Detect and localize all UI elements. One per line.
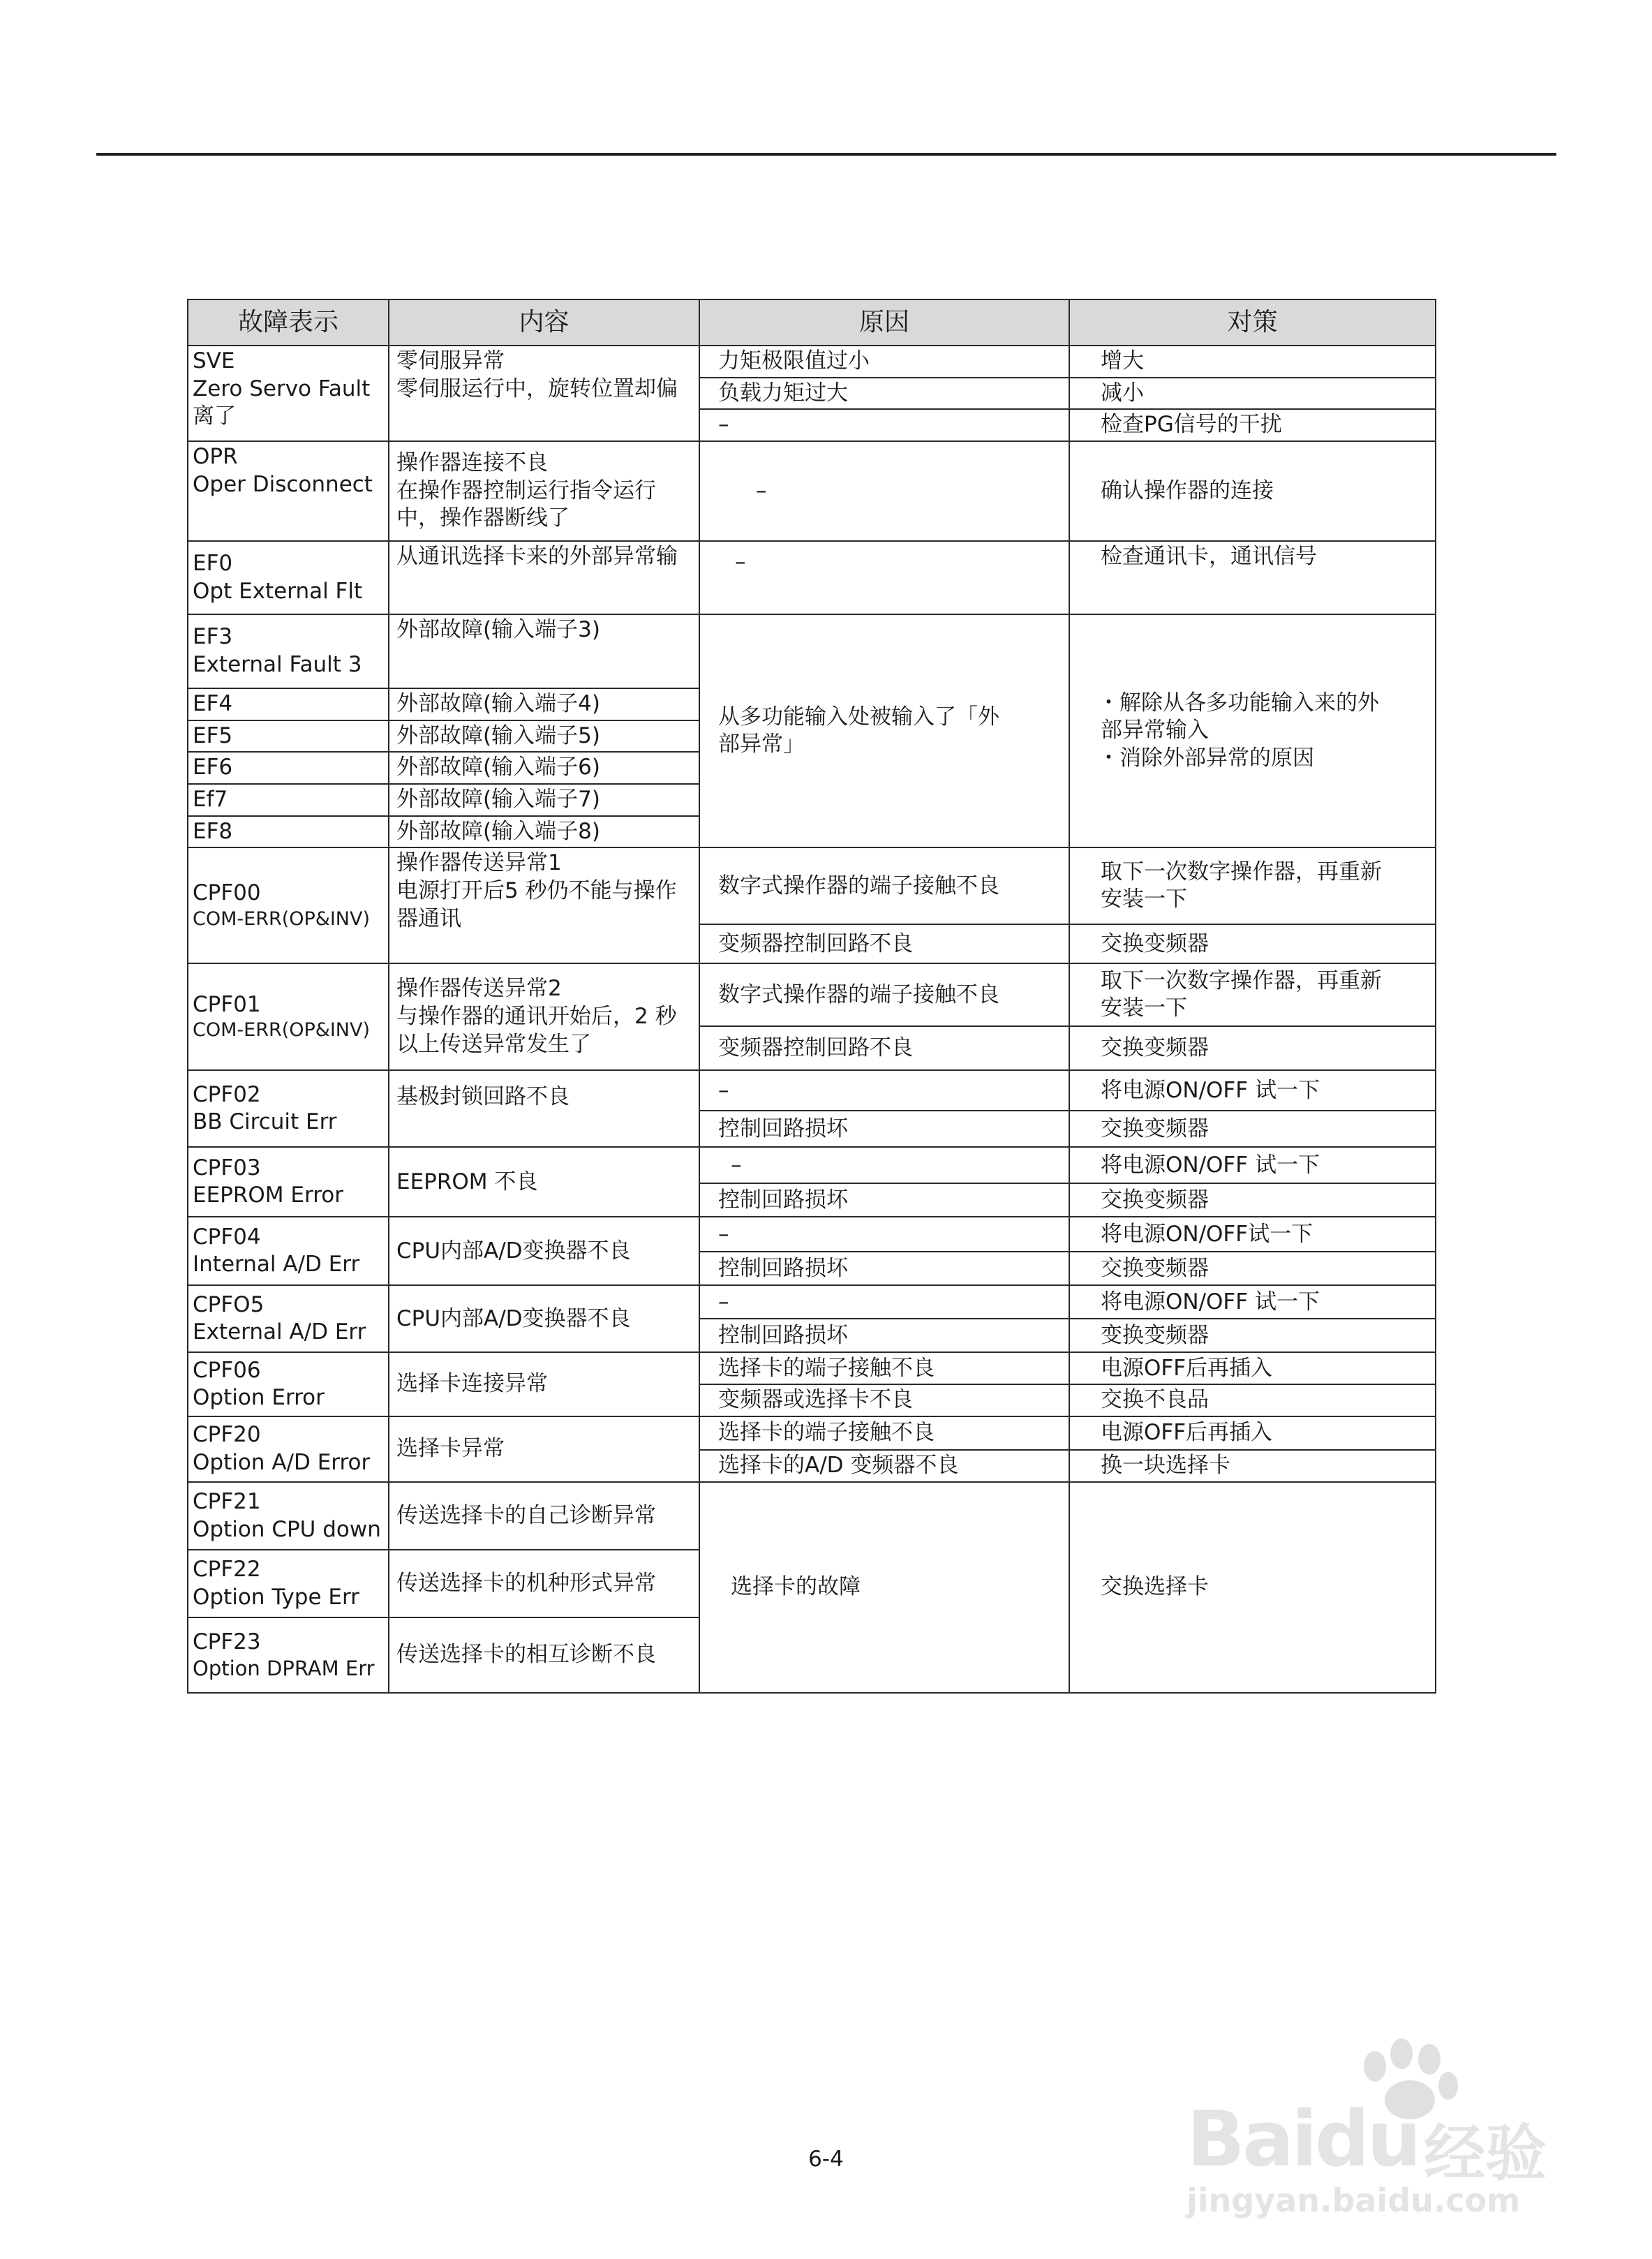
- fault-cause: 控制回路损坏: [699, 1319, 1069, 1352]
- fault-cause: –: [699, 1147, 1069, 1183]
- fault-code-en: Oper Disconnect: [193, 471, 373, 497]
- fault-content: 传送选择卡的机种形式异常: [389, 1550, 699, 1617]
- table-row: [188, 963, 1436, 1026]
- fault-content: 选择卡连接异常: [389, 1352, 699, 1416]
- fault-cause: [699, 614, 1069, 847]
- fault-cause: –: [699, 1217, 1069, 1252]
- table-row: [188, 1352, 1436, 1384]
- table-row: [188, 1217, 1436, 1252]
- fault-code-cell: [188, 1217, 389, 1285]
- fault-cause: –: [699, 541, 1069, 614]
- fault-measure: 将电源ON/OFF 试一下: [1069, 1070, 1436, 1111]
- fault-cause: 力矩极限值过小: [699, 346, 1069, 378]
- fault-measure: 变换变频器: [1069, 1319, 1436, 1352]
- fault-content: 外部故障(输入端子8): [389, 816, 699, 848]
- fault-cause: –: [699, 409, 1069, 441]
- col-header-code: 故障表示: [188, 299, 389, 346]
- fault-code: CPF22: [193, 1556, 261, 1582]
- fault-measure: 确认操作器的连接: [1069, 441, 1436, 541]
- table-row: [188, 1070, 1436, 1111]
- watermark-url: jingyan.baidu.com: [1186, 2182, 1521, 2219]
- fault-code-en: Option Type Err: [193, 1584, 359, 1610]
- fault-content: CPU内部A/D变换器不良: [389, 1285, 699, 1352]
- fault-content: 外部故障(输入端子6): [389, 752, 699, 784]
- fault-code-en: External A/D Err: [193, 1319, 366, 1345]
- fault-measure: 交换变频器: [1069, 1252, 1436, 1285]
- fault-code: CPF04: [193, 1224, 261, 1250]
- fault-code-en: Internal A/D Err: [193, 1252, 360, 1277]
- table-row: [188, 614, 1436, 688]
- fault-code: EF5: [188, 720, 389, 753]
- fault-code-cell: [188, 1070, 389, 1147]
- content-line: 与操作器的通讯开始后，2 秒: [396, 1004, 677, 1030]
- fault-measure: [1069, 847, 1436, 924]
- header-rule: [96, 153, 1556, 156]
- fault-measure: 交换变频器: [1069, 1111, 1436, 1147]
- fault-code-en: BB Circuit Err: [193, 1109, 337, 1135]
- fault-cause: 数字式操作器的端子接触不良: [699, 847, 1069, 924]
- fault-measure: 交换选择卡: [1069, 1482, 1436, 1693]
- measure-line: ・消除外部异常的原因: [1098, 746, 1314, 771]
- fault-code: CPF06: [193, 1357, 261, 1383]
- fault-content: [389, 963, 699, 1070]
- fault-code-cell: [188, 1352, 389, 1416]
- table-row: [188, 1147, 1436, 1183]
- content-line: 操作器传送异常1: [396, 850, 562, 876]
- fault-content: 外部故障(输入端子4): [389, 688, 699, 720]
- page-number: 6-4: [808, 2147, 844, 2172]
- fault-code-cell: [188, 1285, 389, 1352]
- fault-code: CPF23: [193, 1629, 261, 1654]
- fault-content: EEPROM 不良: [389, 1147, 699, 1217]
- fault-code-cell: [188, 1550, 389, 1617]
- content-line: 以上传送异常发生了: [396, 1031, 591, 1057]
- measure-line: 安装一下: [1101, 995, 1187, 1021]
- fault-code-en: COM-ERR(OP&INV): [193, 1019, 371, 1042]
- fault-code: CPF20: [193, 1422, 261, 1448]
- fault-cause: 选择卡的端子接触不良: [699, 1416, 1069, 1450]
- table-row: [188, 1416, 1436, 1450]
- fault-measure: 将电源ON/OFF 试一下: [1069, 1147, 1436, 1183]
- fault-measure: 检查通讯卡，通讯信号: [1069, 541, 1436, 614]
- fault-code: OPR: [193, 444, 238, 470]
- fault-cause: 选择卡的A/D 变频器不良: [699, 1450, 1069, 1482]
- content-line: 操作器连接不良: [396, 450, 548, 475]
- fault-measure: 换一块选择卡: [1069, 1450, 1436, 1482]
- fault-content: 外部故障(输入端子5): [389, 720, 699, 753]
- fault-cause: 变频器控制回路不良: [699, 924, 1069, 963]
- cause-line: 部异常」: [718, 732, 805, 757]
- measure-line: 取下一次数字操作器，再重新: [1101, 859, 1382, 884]
- fault-code: CPF03: [193, 1155, 261, 1180]
- fault-cause: 控制回路损坏: [699, 1111, 1069, 1147]
- watermark-brand: Baidu: [1186, 2094, 1419, 2184]
- content-line: 零伺服运行中，旋转位置却偏: [396, 376, 678, 401]
- measure-line: 安装一下: [1101, 887, 1187, 912]
- fault-cause: –: [699, 1070, 1069, 1111]
- fault-cause: 控制回路损坏: [699, 1252, 1069, 1285]
- fault-measure: 交换变频器: [1069, 1026, 1436, 1070]
- fault-code-en: Opt External Flt: [193, 578, 363, 604]
- table-row: [188, 346, 1436, 378]
- content-line: 零伺服异常: [396, 348, 505, 373]
- baidu-jingyan-watermark: [1173, 2038, 1563, 2219]
- table-row: [188, 1285, 1436, 1319]
- fault-content: [389, 847, 699, 963]
- fault-code-cell: [188, 441, 389, 541]
- fault-measure: 检查PG信号的干扰: [1069, 409, 1436, 441]
- fault-content: CPU内部A/D变换器不良: [389, 1217, 699, 1285]
- fault-code: SVE: [193, 348, 235, 373]
- content-line: 器通讯: [396, 905, 461, 931]
- fault-cause: 控制回路损坏: [699, 1183, 1069, 1217]
- fault-code-en: Option Error: [193, 1385, 325, 1411]
- col-header-content: 内容: [389, 299, 699, 346]
- fault-cause: 变频器或选择卡不良: [699, 1384, 1069, 1416]
- fault-code-cell: [188, 614, 389, 688]
- content-line: 操作器传送异常2: [396, 976, 562, 1002]
- fault-code-en: COM-ERR(OP&INV): [193, 908, 371, 930]
- fault-measure: 将电源ON/OFF试一下: [1069, 1217, 1436, 1252]
- fault-code-en: EEPROM Error: [193, 1183, 343, 1208]
- fault-code-en: Option A/D Error: [193, 1450, 371, 1476]
- fault-content: [389, 441, 699, 541]
- fault-measure: 电源OFF后再插入: [1069, 1352, 1436, 1384]
- fault-code-cell: [188, 346, 389, 441]
- fault-content: [389, 346, 699, 441]
- col-header-measure: 对策: [1069, 299, 1436, 346]
- fault-code-suffix: 离了: [193, 403, 236, 429]
- fault-measure: [1069, 614, 1436, 847]
- fault-cause: 负载力矩过大: [699, 378, 1069, 410]
- fault-code: EF8: [188, 816, 389, 848]
- fault-cause: 变频器控制回路不良: [699, 1026, 1069, 1070]
- fault-measure: 将电源ON/OFF 试一下: [1069, 1285, 1436, 1319]
- fault-cause: –: [699, 441, 1069, 541]
- fault-code-en: Option DPRAM Err: [193, 1657, 375, 1681]
- fault-code-cell: [188, 1482, 389, 1550]
- fault-cause: –: [699, 1285, 1069, 1319]
- fault-code-en: Option CPU down: [193, 1516, 381, 1542]
- table-header-row: [188, 299, 1436, 346]
- watermark-brand-cn: 经验: [1424, 2117, 1547, 2189]
- measure-line: 取下一次数字操作器，再重新: [1101, 968, 1382, 993]
- fault-code-en: Zero Servo Fault: [193, 376, 371, 401]
- fault-measure: 电源OFF后再插入: [1069, 1416, 1436, 1450]
- fault-cause: 选择卡的端子接触不良: [699, 1352, 1069, 1384]
- fault-content: 从通讯选择卡来的外部异常输: [389, 541, 699, 614]
- fault-measure: 交换不良品: [1069, 1384, 1436, 1416]
- fault-table: [187, 299, 1436, 1694]
- fault-cause: 数字式操作器的端子接触不良: [699, 963, 1069, 1026]
- table-row: [188, 847, 1436, 924]
- table-row: [188, 541, 1436, 614]
- fault-measure: 增大: [1069, 346, 1436, 378]
- fault-measure: [1069, 963, 1436, 1026]
- fault-content: 外部故障(输入端子7): [389, 784, 699, 816]
- fault-code: EF0: [193, 550, 233, 576]
- fault-code-cell: [188, 963, 389, 1070]
- fault-code: CPF21: [193, 1488, 261, 1514]
- measure-line: ・解除从各多功能输入来的外: [1098, 690, 1379, 716]
- table-row: [188, 441, 1436, 541]
- content-line: 电源打开后5 秒仍不能与操作: [396, 878, 677, 904]
- fault-code-cell: [188, 847, 389, 963]
- fault-content: 选择卡异常: [389, 1416, 699, 1482]
- fault-code-cell: [188, 541, 389, 614]
- content-line: 在操作器控制运行指令运行: [396, 477, 656, 503]
- measure-line: 部异常输入: [1101, 718, 1209, 743]
- content-line: 中，操作器断线了: [396, 505, 570, 531]
- fault-code: EF4: [188, 688, 389, 720]
- fault-code-cell: [188, 1617, 389, 1693]
- fault-content: 外部故障(输入端子3): [389, 614, 699, 688]
- fault-code-cell: [188, 1416, 389, 1482]
- fault-code: EF6: [188, 752, 389, 784]
- table-row: [188, 1482, 1436, 1550]
- fault-code: CPF02: [193, 1081, 261, 1107]
- fault-code-en: External Fault 3: [193, 652, 362, 678]
- fault-code-cell: [188, 1147, 389, 1217]
- fault-content: 传送选择卡的相互诊断不良: [389, 1617, 699, 1693]
- fault-measure: 减小: [1069, 378, 1436, 410]
- fault-measure: 交换变频器: [1069, 1183, 1436, 1217]
- fault-code: Ef7: [188, 784, 389, 816]
- fault-code: CPF01: [193, 991, 261, 1017]
- col-header-cause: 原因: [699, 299, 1069, 346]
- fault-content: 基极封锁回路不良: [389, 1070, 699, 1147]
- cause-line: 从多功能输入处被输入了「外: [718, 704, 999, 729]
- fault-measure: 交换变频器: [1069, 924, 1436, 963]
- fault-code: CPF00: [193, 880, 261, 906]
- fault-content: 传送选择卡的自己诊断异常: [389, 1482, 699, 1550]
- fault-code: EF3: [193, 624, 233, 650]
- fault-cause: 选择卡的故障: [699, 1482, 1069, 1693]
- fault-code: CPFO5: [193, 1291, 265, 1317]
